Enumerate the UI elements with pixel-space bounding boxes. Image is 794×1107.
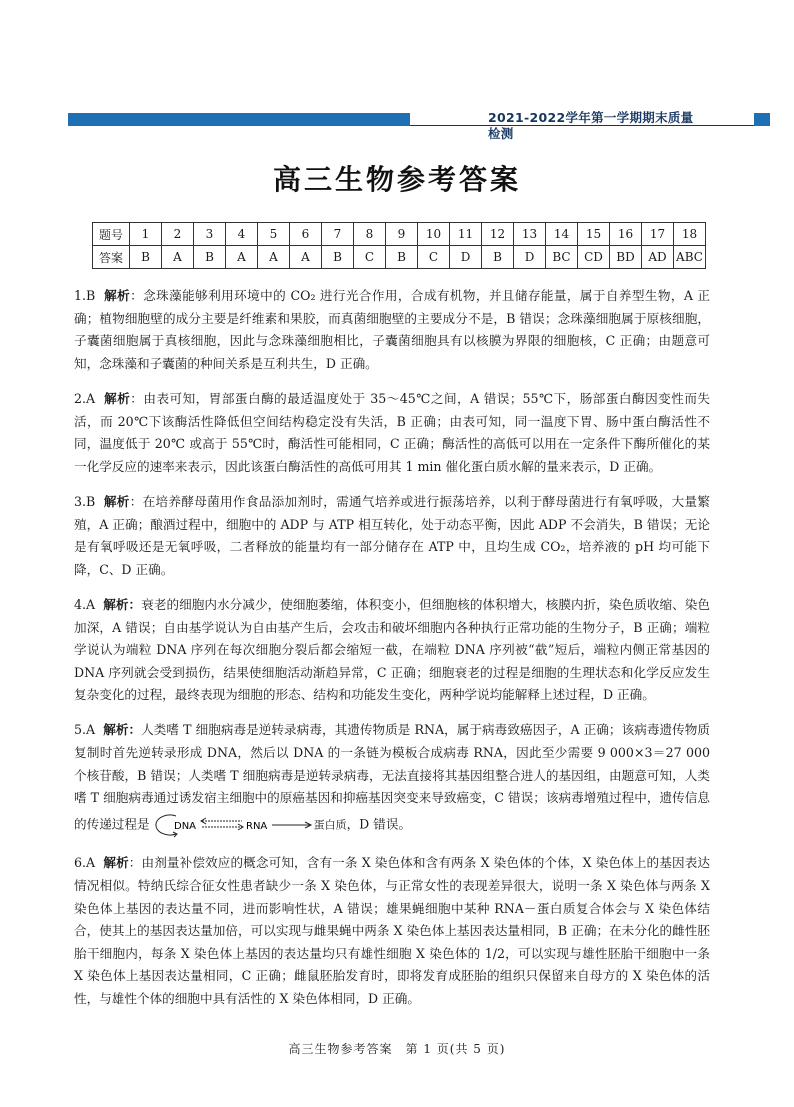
table-cell: 17	[642, 223, 674, 246]
explanation-text-tail: ，D 错误。	[346, 816, 412, 832]
header-blue-band	[68, 113, 410, 126]
table-cell: 18	[674, 223, 706, 246]
page-footer: 高三生物参考答案 第 1 页(共 5 页)	[288, 1042, 506, 1056]
table-cell: C	[418, 246, 450, 269]
explanation-text: 人类嗜 T 细胞病毒是逆转录病毒，其遗传物质是 RNA，属于病毒致癌因子，A 正确；该病毒遗传物质复制时首先逆转录形成 DNA，然后以 DNA 的一条链为模板合成病毒 RNA，因此至少需要 9 000×3＝27 000 个核苷酸，B 错误；人类嗜 T 细胞病毒是逆转录病毒，无法直接将其基因组整合进人的基因组，由题意可知，人类嗜 T 细胞病毒通过诱发宿主细胞中的原癌基因和抑癌基因突变来导致癌变，C 错误；该病毒增殖过程中，遗传信息的传递过程是	[74, 722, 711, 832]
answer-table	[92, 222, 706, 269]
header-bar	[68, 110, 702, 141]
table-cell: 3	[194, 223, 226, 246]
item-number: 6.A	[74, 855, 96, 871]
table-cell: 5	[258, 223, 290, 246]
table-cell: 10	[418, 223, 450, 246]
flow-rna-label: RNA	[245, 820, 267, 832]
table-cell: D	[514, 246, 546, 269]
information-flow-diagram	[154, 810, 314, 840]
table-cell: B	[322, 246, 354, 269]
explanation-text: ：在培养酵母菌用作食品添加剂时，需通气培养或进行振荡培养，以利于酵母菌进行有氧呼吸，大量繁殖，A 正确；酿酒过程中，细胞中的 ADP 与 ATP 相互转化，处于动态平衡，因此 ADP 不会消失，B 错误；无论是有氧呼吸还是无氧呼吸，二者释放的能量均有一部分储存在 ATP 中，且均生成 CO₂，培养液的 pH 均可能下降，C、D 正确。	[74, 493, 711, 577]
answer-table-number-row	[93, 223, 706, 246]
table-cell: 15	[578, 223, 610, 246]
row-label-answer: 答案	[93, 246, 130, 269]
table-cell: BD	[610, 246, 642, 269]
table-cell: C	[354, 246, 386, 269]
explanation-1	[74, 285, 710, 375]
analysis-keyword: 解析	[104, 288, 131, 303]
explanation-text: ：念珠藻能够利用环境中的 CO₂ 进行光合作用，合成有机物，并且储存能量，属于自养型生物，A 正确；植物细胞壁的成分主要是纤维素和果胶，而真菌细胞壁的主要成分不是，B 错误；念珠藻细胞属于原核细胞，子囊菌细胞属于真核细胞，因此与念珠藻细胞相比，子囊菌细胞具有以核膜为界限的细胞核，C 正确；由题意可知，念珠藻和子囊菌的种间关系是互利共生，D 正确。	[74, 288, 710, 371]
replication-loop-arrow	[155, 815, 175, 835]
row-label-number: 题号	[93, 223, 130, 246]
table-cell: 14	[546, 223, 578, 246]
analysis-keyword: 解析：	[103, 722, 142, 738]
table-cell: 7	[322, 223, 354, 246]
table-cell: 11	[450, 223, 482, 246]
header-blue-tab	[754, 113, 770, 126]
table-cell: BC	[546, 246, 578, 269]
item-number: 1.B	[74, 288, 96, 303]
explanation-text: ：由剂量补偿效应的概念可知，含有一条 X 染色体和含有两条 X 染色体的个体，X 染色体上的基因表达情况相似。特纳氏综合征女性患者缺少一条 X 染色体，与正常女性的表现差异很大，说明一条 X 染色体与两条 X 染色体上基因的表达量不同，进而影响性状，A 错误；雄果蝇细胞中某种 RNA－蛋白质复合体会与 X 染色体结合，使其上的基因表达量加倍，可以实现与雌果蝇中两条 X 染色体上基因表达量相同，B 正确；在未分化的雌性胚胎干细胞内，每条 X 染色体上基因的表达量均只有雄性细胞 X 染色体的 1/2，可以实现与雄性胚胎干细胞中一条 X 染色体上基因表达量相同，C 正确；雌鼠胚胎发育时，即将发育成胚胎的组织只保留来自母方的 X 染色体的活性，与雄性个体的细胞中具有活性的 X 染色体相同，D 正确。	[74, 855, 710, 1006]
flow-protein-label: 蛋白质	[313, 818, 347, 832]
table-cell: 2	[162, 223, 194, 246]
table-cell: B	[194, 246, 226, 269]
analysis-keyword: 解析	[103, 493, 130, 509]
table-cell: 6	[290, 223, 322, 246]
explanation-2	[74, 388, 710, 478]
table-cell: 12	[482, 223, 514, 246]
flow-dna-label: DNA	[173, 820, 196, 832]
table-cell: 9	[386, 223, 418, 246]
table-cell: A	[162, 246, 194, 269]
item-number: 5.A	[74, 722, 96, 738]
table-cell: ABC	[674, 246, 706, 269]
analysis-keyword: 解析：	[103, 596, 142, 612]
explanation-5	[74, 719, 710, 839]
table-cell: A	[290, 246, 322, 269]
table-cell: A	[258, 246, 290, 269]
table-cell: B	[130, 246, 162, 269]
page-title: 高三生物参考答案	[272, 163, 521, 196]
table-cell: CD	[578, 246, 610, 269]
table-cell: 1	[130, 223, 162, 246]
table-cell: 8	[354, 223, 386, 246]
exam-label: 2021-2022学年第一学期期末质量检测	[488, 110, 694, 141]
item-number: 4.A	[74, 596, 96, 612]
table-cell: 16	[610, 223, 642, 246]
explanation-6	[74, 852, 710, 1010]
table-cell: A	[226, 246, 258, 269]
answer-table-answer-row	[93, 246, 706, 269]
explanation-3	[74, 491, 710, 581]
table-cell: B	[482, 246, 514, 269]
analysis-keyword: 解析	[104, 390, 131, 406]
table-cell: 4	[226, 223, 258, 246]
table-cell: 13	[514, 223, 546, 246]
explanation-text: ：由表可知，胃部蛋白酶的最适温度处于 35～45℃之间，A 错误；55℃下，肠部蛋白酶因变性而失活，而 20℃下该酶活性降低但空间结构稳定没有失活，B 正确；由表可知，同一温度下胃、肠中蛋白酶活性不同，温度低于 20℃ 或高于 55℃时，酶活性可能相同，C 正确；酶活性的高低可以用在一定条件下酶所催化的某一化学反应的速率来表示，因此该蛋白酶活性的高低可用其 1 min 催化蛋白质水解的量来表示，D 正确。	[74, 390, 711, 474]
item-number: 3.B	[74, 493, 96, 509]
analysis-keyword: 解析	[103, 855, 129, 871]
table-cell: AD	[642, 246, 674, 269]
explanation-4	[74, 594, 710, 707]
table-cell: B	[386, 246, 418, 269]
explanation-text: 衰老的细胞内水分减少，使细胞萎缩，体积变小，但细胞核的体积增大，核膜内折，染色质收缩、染色加深，A 错误；自由基学说认为自由基产生后，会攻击和破坏细胞内各种执行正常功能的生物分子，B 正确；端粒学说认为端粒 DNA 序列在每次细胞分裂后都会缩短一截，在端粒 DNA 序列被“截”短后，端粒内侧正常基因的 DNA 序列就会受到损伤，结果使细胞活动渐趋异常，C 正确；细胞衰老的过程是细胞的生理状态和化学反应发生复杂变化的过程，最终表现为细胞的形态、结构和功能发生变化，两种学说均能解释上述过程，D 正确。	[74, 596, 711, 703]
table-cell: D	[450, 246, 482, 269]
item-number: 2.A	[74, 390, 96, 406]
answer-explanations	[74, 285, 710, 1017]
